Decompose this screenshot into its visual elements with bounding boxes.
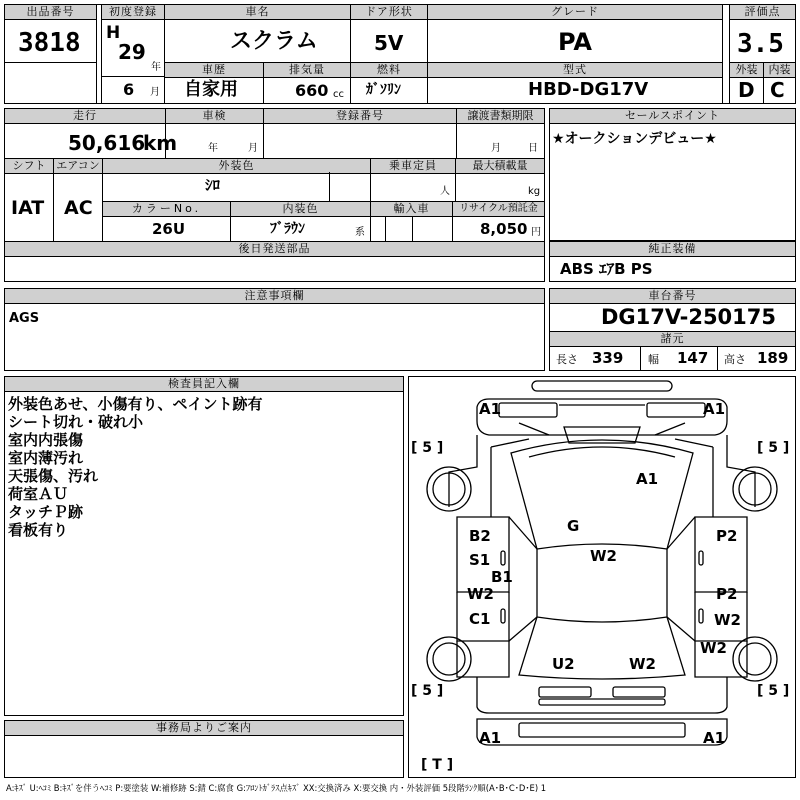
grade: PA <box>558 28 592 56</box>
disp-unit: cc <box>333 89 344 100</box>
recycle-unit: 円 <box>531 227 541 238</box>
shift: IAT <box>11 197 45 219</box>
damage-mark: W2 <box>700 639 727 657</box>
insp-month-unit: 月 <box>248 143 258 154</box>
door-type: 5V <box>374 31 404 55</box>
chassis-label: 車台番号 <box>550 289 795 304</box>
score-label: 評価点 <box>730 5 795 20</box>
ext-label: 外装 <box>730 63 763 78</box>
note-line: 外装色あせ、小傷有り、ペイント跡有 <box>8 395 263 413</box>
inspector-notes <box>8 395 263 539</box>
int-score: C <box>770 78 785 102</box>
damage-mark: A1 <box>703 400 726 418</box>
note-line: 室内内張傷 <box>8 431 84 449</box>
load-unit: kg <box>528 186 541 197</box>
disp-label: 排気量 <box>264 63 350 78</box>
lot-label: 出品番号 <box>5 5 96 20</box>
sales-point: ★オークションデビュー★ <box>552 131 717 147</box>
era: H <box>106 23 121 43</box>
damage-mark: A1 <box>479 729 502 747</box>
note-line: 天張傷、汚れ <box>8 467 99 485</box>
note-line: シート切れ・破れ小 <box>8 413 144 431</box>
damage-mark: A1 <box>703 729 726 747</box>
later-parts-label: 後日発送部品 <box>5 242 544 257</box>
history: 自家用 <box>184 79 238 100</box>
import-label: 輸入車 <box>371 202 452 217</box>
mileage-unit: km <box>143 131 178 155</box>
int-color-label: 内装色 <box>231 202 370 217</box>
damage-mark: A1 <box>636 470 659 488</box>
ext-color-label: 外装色 <box>103 159 370 174</box>
ext-score: D <box>738 78 755 102</box>
note-line: 荷室ＡＵ <box>8 485 69 503</box>
chassis-number: DG17V-250175 <box>601 305 777 329</box>
note-line: 看板有り <box>8 521 69 539</box>
score: 3.5 <box>737 29 784 59</box>
mileage-label: 走行 <box>5 109 165 124</box>
grade-label: グレード <box>428 5 722 20</box>
spare-tire: [ T ] <box>421 757 454 773</box>
tire-front-left: [ 5 ] <box>411 440 444 456</box>
sales-point-label: セールスポイント <box>550 109 795 124</box>
model-label: 型式 <box>428 63 722 78</box>
note-line: タッチＰ跡 <box>8 503 84 521</box>
damage-mark: W2 <box>467 585 494 603</box>
inspection-label: 車検 <box>166 109 263 124</box>
transfer-label: 譲渡書類期限 <box>457 109 544 124</box>
history-label: 車歴 <box>165 63 263 78</box>
model-code: HBD-DG17V <box>528 79 649 100</box>
capacity-label: 乗車定員 <box>371 159 455 174</box>
shift-label: シフト <box>5 159 53 174</box>
reg-year-unit: 年 <box>151 62 161 73</box>
recycle-label: リサイクル預託金 <box>453 202 544 217</box>
int-color: ﾌﾞﾗｳﾝ <box>270 221 305 237</box>
damage-mark: A1 <box>479 400 502 418</box>
ac-label: エアコン <box>54 159 102 174</box>
office-label: 事務局よりご案内 <box>5 721 403 736</box>
reg-year: 29 <box>118 40 146 64</box>
lot-number: 3818 <box>18 28 81 58</box>
int-label: 内装 <box>764 63 795 78</box>
height: 189 <box>757 349 789 367</box>
recycle: 8,050 <box>480 220 528 238</box>
damage-mark: S1 <box>469 551 491 569</box>
ac: AC <box>64 197 93 219</box>
length: 339 <box>592 349 624 367</box>
color-no: 26U <box>152 220 186 238</box>
legend: A:ｷｽﾞ U:ﾍｺﾐ B:ｷｽﾞを伴うﾍｺﾐ P:要塗装 W:補修跡 S:錆 C:腐食 G:ﾌﾛﾝﾄｶﾞﾗｽ点ｷｽﾞ XX:交換済み X:要交換 内・外装評価 5段階ﾗﾝｸ順(A･B･C･D･E) 1 <box>6 783 547 793</box>
damage-mark: G <box>567 517 580 535</box>
inspector-label: 検査員記入欄 <box>5 377 403 392</box>
int-color-suffix: 系 <box>355 227 365 238</box>
equipment: ABS ｴｱB PS <box>560 260 653 278</box>
car-outline-diagram <box>409 377 795 777</box>
damage-mark: C1 <box>469 610 491 628</box>
caution-text: AGS <box>9 311 40 326</box>
capacity-unit: 人 <box>440 186 450 197</box>
displacement: 660 <box>295 81 329 100</box>
damage-mark: W2 <box>629 655 656 673</box>
equipment-label: 純正装備 <box>550 242 795 257</box>
damage-mark: P2 <box>716 585 738 603</box>
fuel: ｶﾞｿﾘﾝ <box>366 82 401 98</box>
tire-rear-left: [ 5 ] <box>411 683 444 699</box>
ext-color: ｼﾛ <box>205 176 221 194</box>
insp-year-unit: 年 <box>208 143 218 154</box>
reg-month: 6 <box>123 80 135 99</box>
damage-mark: P2 <box>716 527 738 545</box>
height-label: 高さ <box>724 353 746 366</box>
car-name-label: 車名 <box>165 5 350 20</box>
color-no-label: カラーNo. <box>103 202 230 217</box>
fuel-label: 燃料 <box>351 63 427 78</box>
sales-point-box <box>549 108 796 241</box>
width: 147 <box>677 349 709 367</box>
width-label: 幅 <box>648 353 659 366</box>
damage-mark: W2 <box>714 611 741 629</box>
damage-mark: B2 <box>469 527 491 545</box>
door-label: ドア形状 <box>351 5 427 20</box>
tire-rear-right: [ 5 ] <box>757 683 790 699</box>
note-line: 室内薄汚れ <box>8 449 84 467</box>
damage-mark: U2 <box>552 655 575 673</box>
load-label: 最大積載量 <box>456 159 544 174</box>
reg-month-unit: 月 <box>150 87 160 98</box>
length-label: 長さ <box>556 353 578 366</box>
caution-label: 注意事項欄 <box>5 289 544 304</box>
car-name: スクラム <box>230 29 318 54</box>
tire-front-right: [ 5 ] <box>757 440 790 456</box>
reg-no-label: 登録番号 <box>264 109 456 124</box>
car-diagram <box>408 376 796 778</box>
first-reg-label: 初度登録 <box>102 5 164 20</box>
transfer-month-unit: 月 <box>491 143 501 154</box>
mileage: 50,616 <box>68 131 146 155</box>
spec-label: 諸元 <box>550 332 795 347</box>
damage-mark: B1 <box>491 568 513 586</box>
damage-mark: W2 <box>590 547 617 565</box>
transfer-day-unit: 日 <box>528 143 538 154</box>
